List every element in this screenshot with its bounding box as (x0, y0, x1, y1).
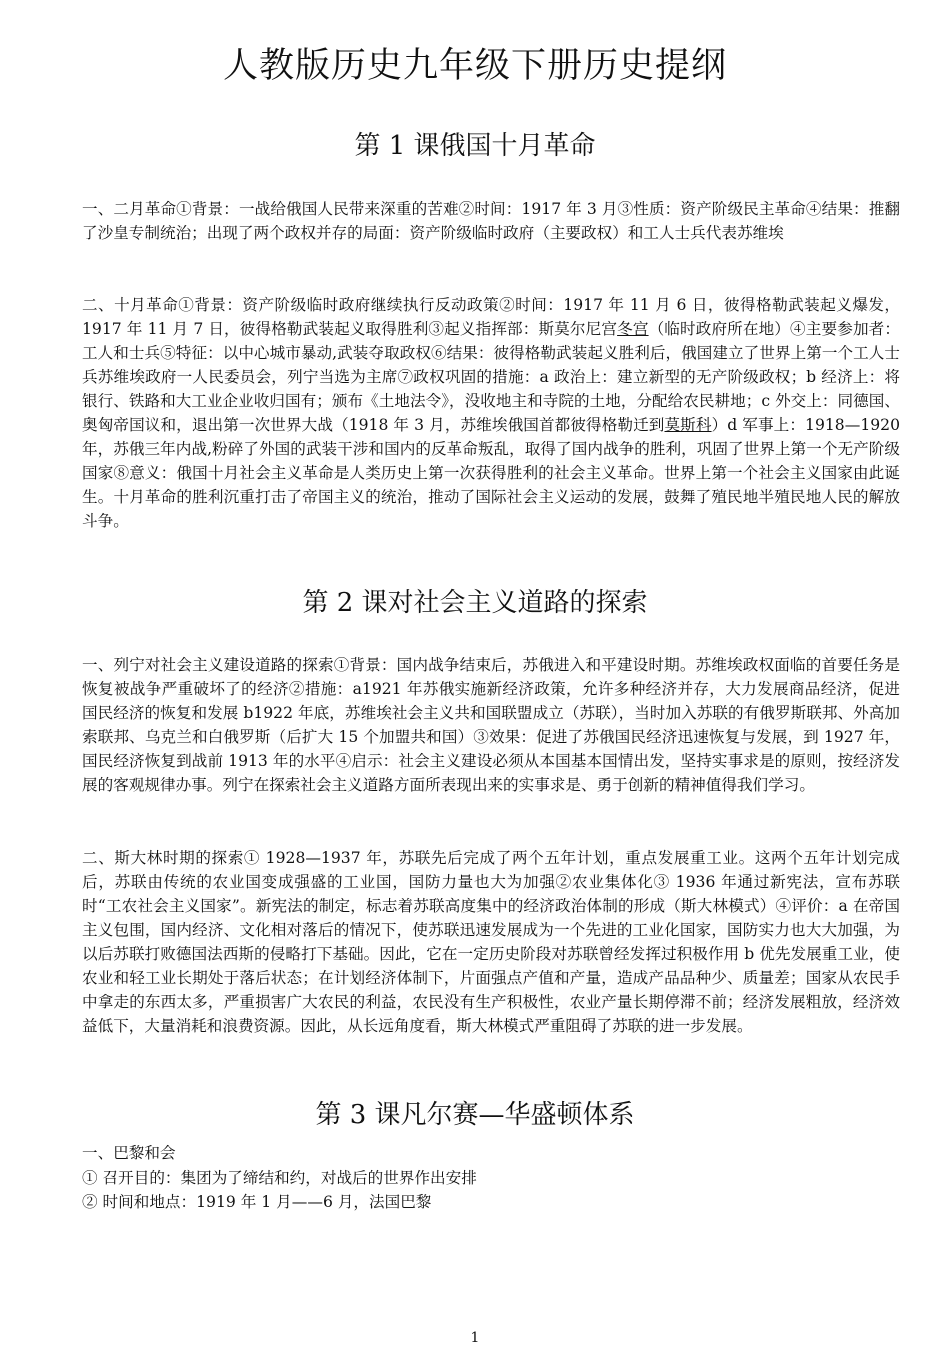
lesson-3-title: 第 3 课凡尔赛—华盛顿体系 (315, 1100, 635, 1130)
lesson-1-section-2 (82, 293, 900, 533)
lesson-2-title: 第 2 课对社会主义道路的探索 (302, 588, 648, 618)
lesson-2-section-1: 一、列宁对社会主义建设道路的探索①背景：国内战争结束后，苏俄进入和平建设时期。苏维埃政权面临的首要任务是恢复被战争严重破坏了的经济②措施：a1921 年苏俄实施新经济政策，允许多种经济并存，大力发展商品经济，促进国民经济的恢复和发展 b1922 年底，苏维埃社会主义共和国联盟成立（苏联），当时加入苏联的有俄罗斯联邦、外高加索联邦、乌克兰和白俄罗斯（后扩大 15 个加盟共和国）③效果：促进了苏俄国民经济迅速恢复与发展，到 1927 年，国民经济恢复到战前 1913 年的水平④启示：社会主义建设必须从本国基本国情出发，坚持实事求是的原则，按经济发展的客观规律办事。列宁在探索社会主义道路方面所表现出来的实事求是、勇于创新的精神值得我们学习。 (82, 656, 900, 794)
lesson-1-title: 第 1 课俄国十月革命 (354, 131, 596, 161)
moscow-underlined: 莫斯科 (664, 416, 712, 434)
lesson-1-section-2-text-a: 二、十月革命①背景：资产阶级临时政府继续执行反动政策②时间：1917 年 11 月 6 日，彼得格勒武装起义爆发，1917 年 11 月 7 日，彼得格勒武装起义取得胜利③起义指挥部：斯莫尔尼宫 (82, 296, 900, 338)
document-title: 人教版历史九年级下册历史提纲 (222, 46, 727, 86)
lesson-1-section-1: 一、二月革命①背景：一战给俄国人民带来深重的苦难②时间：1917 年 3 月③性质：资产阶级民主革命④结果：推翻了沙皇专制统治；出现了两个政权并存的局面：资产阶级临时政府（主要政权）和工人士兵代表苏维埃 (82, 200, 900, 242)
lesson-2-section-2: 二、斯大林时期的探索① 1928—1937 年，苏联先后完成了两个五年计划，重点发展重工业。这两个五年计划完成后，苏联由传统的农业国变成强盛的工业国，国防力量也大为加强②农业集体化③ 1936 年通过新宪法，宣布苏联时“工农社会主义国家”。新宪法的制定，标志着苏联高度集中的经济政治体制的形成（斯大林模式）④评价：a 在帝国主义包围，国内经济、文化相对落后的情况下，使苏联迅速发展成为一个先进的工业化国家，国防实力也大大加强，为以后苏联打败德国法西斯的侵略打下基础。因此，它在一定历史阶段对苏联曾经发挥过积极作用 b 优先发展重工业，使农业和轻工业长期处于落后状态；在计划经济体制下，片面强点产值和产量，造成产品品种少、质量差；国家从农民手中拿走的东西太多，严重损害广大农民的利益，农民没有生产积极性，农业产量长期停滞不前；经济发展粗放，经济效益低下，大量消耗和浪费资源。因此，从长远角度看，斯大林模式严重阻碍了苏联的进一步发展。 (82, 849, 900, 1035)
lesson-3-item-purpose: ① 召开目的：集团为了缔结和约，对战后的世界作出安排 (82, 1169, 477, 1187)
lesson-3-heading-paris-conference: 一、巴黎和会 (82, 1144, 176, 1162)
lesson-1-section-2-text-b: （临时政府所在地）④主要参加者：工人和士兵⑤特征：以中心城市暴动,武装夺取政权⑥结果：彼得格勒武装起义胜利后，俄国建立了世界上第一个工人士兵苏维埃政府一人民委员会，列宁当选为主席⑦政权巩固的措施：a 政治上：建立新型的无产阶级政权；b 经济上：将银行、铁路和大工业企业收归国有；颁布《土地法令》，没收地主和寺院的土地，分配给农民耕地；c 外交上：同德国、奥匈帝国议和，退出第一次世界大战（1918 年 3 月，苏维埃俄国首都彼得格勒迁到 (82, 320, 900, 434)
lesson-3-item-time-place: ② 时间和地点：1919 年 1 月——6 月，法国巴黎 (82, 1193, 432, 1211)
page-number: 1 (470, 1330, 480, 1346)
winter-palace-underlined: 冬宫 (617, 320, 649, 338)
lesson-1-section-2-text-c: ）d 军事上：1918—1920 年，苏俄三年内战,粉碎了外国的武装干涉和国内的反革命叛乱，取得了国内战争的胜利，巩固了世界上第一个无产阶级国家⑧意义：俄国十月社会主义革命是人类历史上第一次获得胜利的社会主义革命。世界上第一个社会主义国家由此诞生。十月革命的胜利沉重打击了帝国主义的统治，推动了国际社会主义运动的发展，鼓舞了殖民地半殖民地人民的解放斗争。 (82, 416, 901, 530)
